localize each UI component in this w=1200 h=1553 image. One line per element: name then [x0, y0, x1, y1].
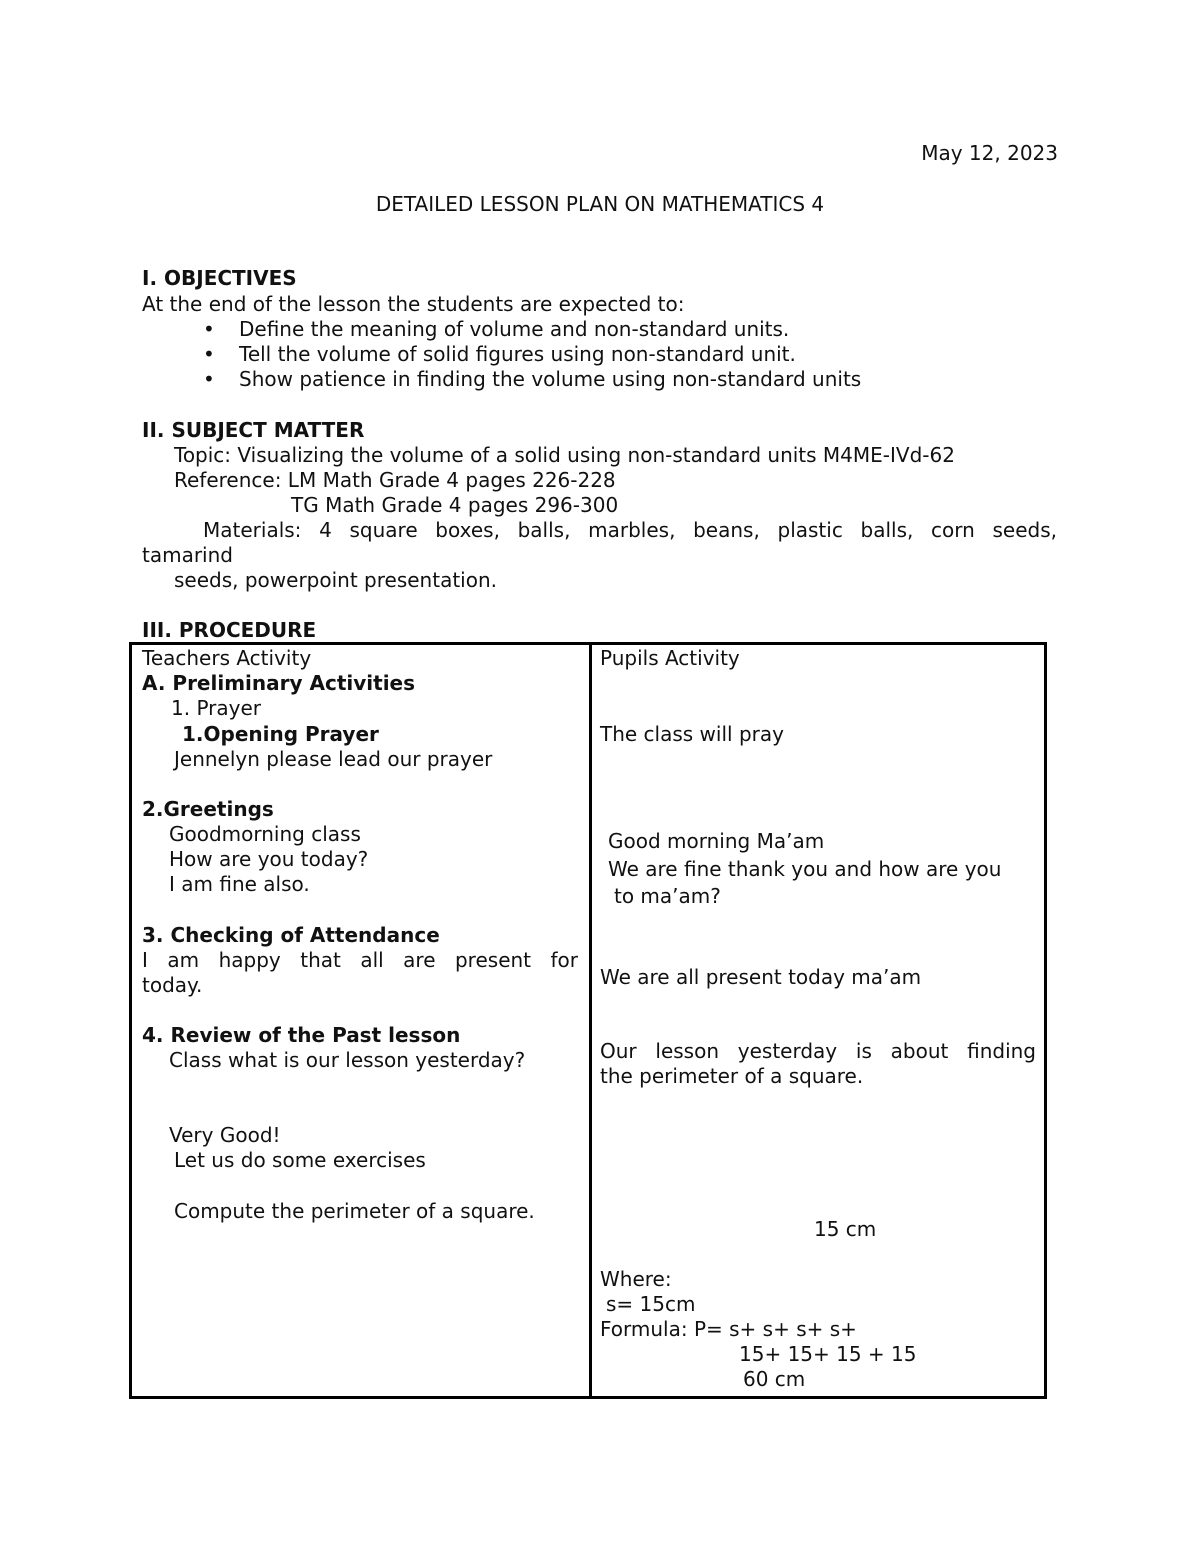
- pupil-formula: Formula: P= s+ s+ s+ s+: [600, 1317, 857, 1341]
- teacher-attendance-line: I am happy that all are present for: [142, 948, 578, 972]
- pupil-greeting-response: to ma’am?: [614, 884, 721, 908]
- subject-materials: Materials: 4 square boxes, balls, marbles, beans, plastic balls, corn seeds,: [203, 518, 1057, 542]
- teacher-column-header: Teachers Activity: [142, 646, 312, 670]
- subject-materials-cont: seeds, powerpoint presentation.: [174, 568, 497, 592]
- pupil-greeting-response: Good morning Ma’am: [608, 829, 825, 853]
- review-heading: 4. Review of the Past lesson: [142, 1023, 461, 1047]
- pupil-where-label: Where:: [600, 1267, 672, 1291]
- teacher-greeting-line: I am fine also.: [169, 872, 310, 896]
- teacher-attendance-line: today.: [142, 973, 203, 997]
- bullet-icon: •: [203, 317, 215, 341]
- subject-materials-cont: tamarind: [142, 543, 233, 567]
- teacher-compute-instruction: Compute the perimeter of a square.: [174, 1199, 535, 1223]
- pupil-column-header: Pupils Activity: [600, 646, 740, 670]
- subject-topic: Topic: Visualizing the volume of a solid using non-standard units M4ME-IVd-62: [174, 443, 955, 467]
- preliminary-heading: A. Preliminary Activities: [142, 671, 416, 695]
- procedure-table: [129, 642, 1047, 1399]
- teacher-exercise-intro: Let us do some exercises: [174, 1148, 426, 1172]
- pupil-attendance-response: We are all present today ma’am: [600, 965, 922, 989]
- pupil-formula-result: 60 cm: [743, 1367, 806, 1391]
- procedure-heading: III. PROCEDURE: [142, 618, 317, 642]
- pupil-formula-sum: 15+ 15+ 15 + 15: [739, 1342, 917, 1366]
- pupil-prayer-response: The class will pray: [600, 722, 784, 746]
- teacher-praise: Very Good!: [169, 1123, 281, 1147]
- subject-reference: Reference: LM Math Grade 4 pages 226-228: [174, 468, 616, 492]
- pupil-side-value: s= 15cm: [606, 1292, 696, 1316]
- pupil-review-response: Our lesson yesterday is about finding: [600, 1039, 1036, 1063]
- prayer-label: 1. Prayer: [171, 696, 261, 720]
- column-divider: [589, 645, 592, 1396]
- opening-prayer-heading: 1.Opening Prayer: [182, 722, 379, 746]
- teacher-greeting-line: Goodmorning class: [169, 822, 361, 846]
- objectives-intro: At the end of the lesson the students are expected to:: [142, 292, 685, 316]
- greetings-heading: 2.Greetings: [142, 797, 274, 821]
- square-side-label: 15 cm: [814, 1217, 877, 1241]
- pupil-greeting-response: We are fine thank you and how are you: [608, 857, 1002, 881]
- teacher-prayer-line: Jennelyn please lead our prayer: [174, 747, 493, 771]
- pupil-review-response: the perimeter of a square.: [600, 1064, 864, 1088]
- objectives-heading: I. OBJECTIVES: [142, 266, 297, 290]
- attendance-heading: 3. Checking of Attendance: [142, 923, 440, 947]
- teacher-review-question: Class what is our lesson yesterday?: [169, 1048, 526, 1072]
- document-date: May 12, 2023: [921, 141, 1058, 165]
- teacher-greeting-line: How are you today?: [169, 847, 369, 871]
- subject-reference-tg: TG Math Grade 4 pages 296-300: [291, 493, 619, 517]
- document-title: DETAILED LESSON PLAN ON MATHEMATICS 4: [375, 192, 825, 216]
- subject-matter-heading: II. SUBJECT MATTER: [142, 418, 365, 442]
- bullet-icon: •: [203, 367, 215, 391]
- bullet-icon: •: [203, 342, 215, 366]
